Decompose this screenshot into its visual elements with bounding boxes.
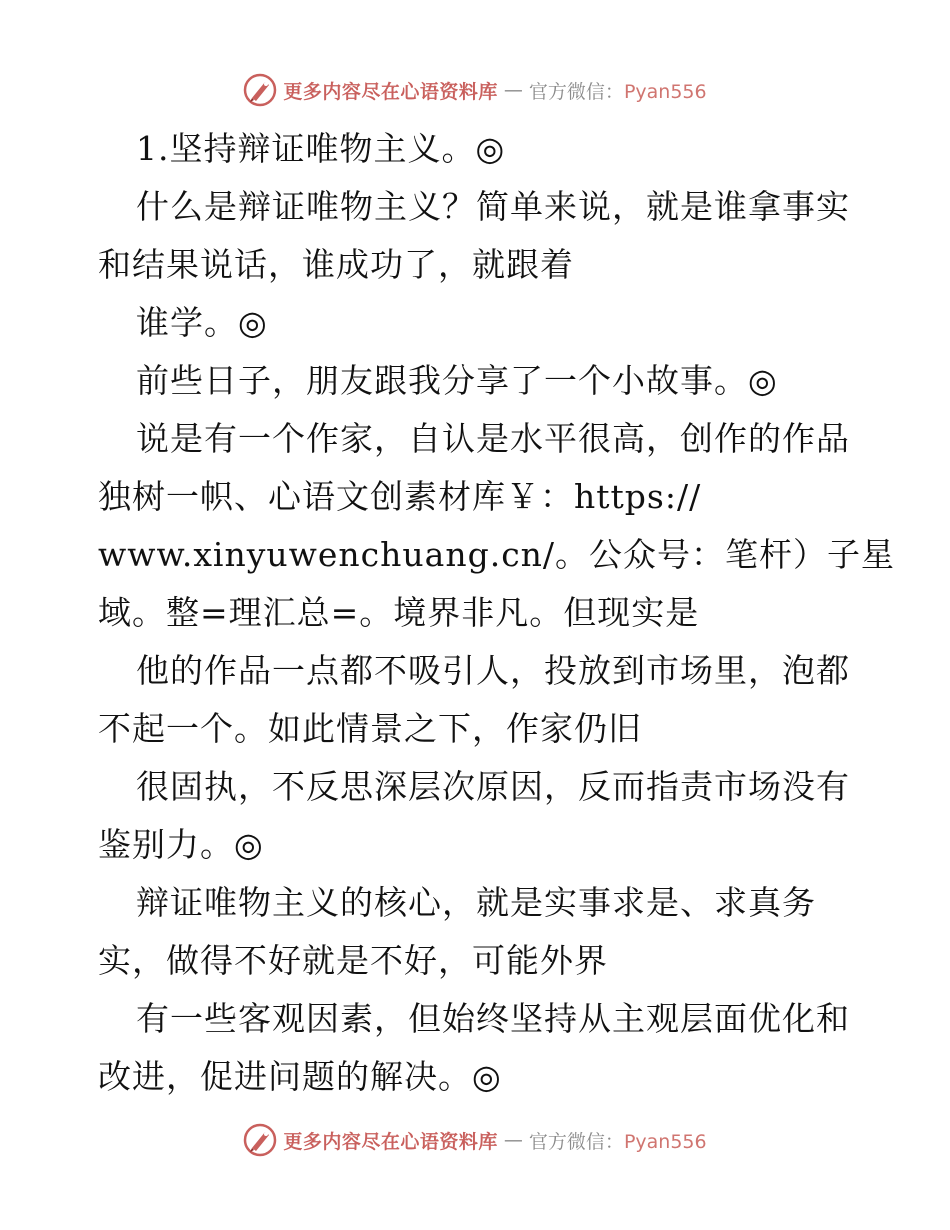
header-banner <box>0 68 950 112</box>
text-line: 实，做得不好就是不好，可能外界 <box>98 941 608 980</box>
wechat-label: 官方微信： <box>528 80 624 103</box>
wechat-id: Pyan556 <box>623 80 707 103</box>
text-line: 前些日子，朋友跟我分享了一个小故事。◎ <box>136 361 778 400</box>
text-line: 不起一个。如此情景之下，作家仍旧 <box>98 709 642 748</box>
text-line: 很固执，不反思深层次原因，反而指责市场没有 <box>136 767 850 806</box>
text-line: 独树一帜、心语文创素材库￥：https:// <box>98 477 702 516</box>
banner-title: 更多内容尽在心语资料库 <box>283 1130 498 1153</box>
text-line: 说是有一个作家，自认是水平很高，创作的作品 <box>136 419 850 458</box>
text-line: 谁学。◎ <box>136 303 268 342</box>
text-line: 辩证唯物主义的核心，就是实事求是、求真务 <box>136 883 816 922</box>
wechat-label: 官方微信： <box>528 1130 624 1153</box>
text-line: 1.坚持辩证唯物主义。◎ <box>136 129 506 168</box>
text-line: 什么是辩证唯物主义？简单来说，就是谁拿事实 <box>136 187 850 226</box>
text-line: 和结果说话，谁成功了，就跟着 <box>98 245 574 284</box>
footer-banner <box>0 1118 950 1162</box>
pen-logo-icon <box>243 73 277 107</box>
wechat-id: Pyan556 <box>623 1130 707 1153</box>
text-line: www.xinyuwenchuang.cn/。公众号：笔杆）子星 <box>98 535 896 574</box>
banner-title: 更多内容尽在心语资料库 <box>283 80 498 103</box>
text-line: 有一些客观因素，但始终坚持从主观层面优化和 <box>136 999 850 1038</box>
banner-wechat <box>529 77 707 104</box>
banner-separator: — <box>503 1129 523 1151</box>
pen-logo-icon <box>243 1123 277 1157</box>
text-line: 鉴别力。◎ <box>98 825 264 864</box>
banner-separator: — <box>503 79 523 101</box>
text-line: 他的作品一点都不吸引人，投放到市场里，泡都 <box>136 651 850 690</box>
text-line: 域。整=理汇总=。境界非凡。但现实是 <box>98 593 700 632</box>
article-body <box>98 120 896 1106</box>
banner-wechat <box>529 1127 707 1154</box>
text-line: 改进，促进问题的解决。◎ <box>98 1057 502 1096</box>
